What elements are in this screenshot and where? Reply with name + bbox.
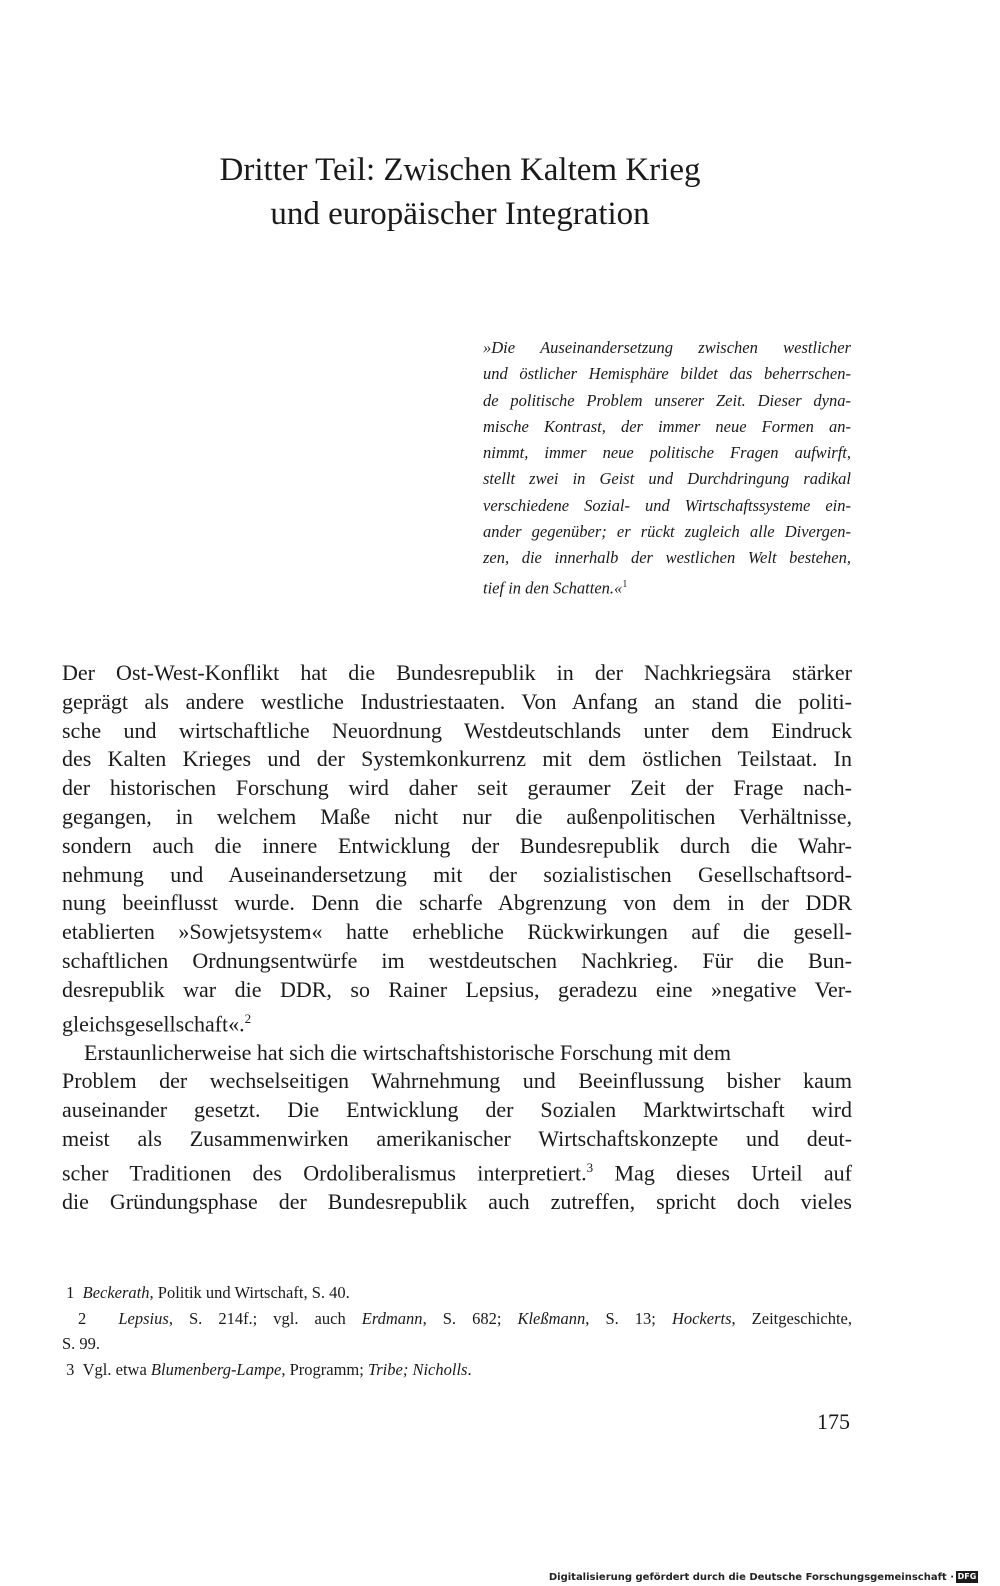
body-line: Der Ost-West-Konflikt hat die Bundesrepublik in der Nachkriegsära stärker <box>62 660 852 685</box>
body-line: gegangen, in welchem Maße nicht nur die außenpolitischen Verhältnisse, <box>62 803 852 829</box>
footnote-author: Beckerath <box>82 1283 150 1302</box>
motto-line: nimmt, immer neue politische Fragen aufwirft, <box>483 443 851 463</box>
body-line-text: Erstaunlicherweise hat sich die wirtschaftshistorische Forschung mit dem <box>84 1039 732 1065</box>
body-text <box>62 659 852 1217</box>
footnote-ref-3[interactable]: 3 <box>586 1159 594 1175</box>
footnote-text: , Programm; <box>281 1359 368 1379</box>
motto-line: verschiedene Sozial- und Wirtschaftssysteme ein- <box>483 495 851 515</box>
footnotes <box>62 1280 852 1382</box>
dfg-logo: DFG <box>957 1572 977 1581</box>
motto-line: mische Kontrast, der immer neue Formen an- <box>483 416 851 436</box>
motto-line: stellt zwei in Geist und Durchdringung radikal <box>483 469 851 489</box>
body-line: meist als Zusammenwirken amerikanischer Wirtschaftskonzepte und deut- <box>62 1126 852 1152</box>
footnote-ref-1[interactable]: 1 <box>622 578 628 590</box>
body-line-text: Mag dieses Urteil auf <box>593 1160 853 1186</box>
footnote-text: Vgl. etwa <box>82 1359 151 1379</box>
footnote-text: . <box>467 1359 472 1379</box>
footnote-author: Hockerts <box>671 1308 732 1328</box>
chapter-title-line-2: und europäischer Integration <box>270 196 650 232</box>
chapter-title-line-1: Dritter Teil: Zwischen Kaltem Krieg <box>219 152 701 188</box>
body-line: die Gründungsphase der Bundesrepublik auch zutreffen, spricht doch vieles <box>62 1189 852 1214</box>
body-line: etablierten »Sowjetsystem« hatte erhebliche Rückwirkungen auf die gesell- <box>62 919 852 945</box>
footnote-text: , S. 682; <box>422 1308 518 1328</box>
body-line: auseinander gesetzt. Die Entwicklung der Sozialen Marktwirtschaft wird <box>62 1097 852 1123</box>
motto-line: zen, die innerhalb der westlichen Welt bestehen, <box>483 548 851 568</box>
footnote-text: , Politik und Wirtschaft, S. 40. <box>149 1283 350 1302</box>
footnote-number: 2 <box>78 1308 87 1328</box>
body-line: schaftlichen Ordnungsentwürfe im westdeutschen Nachkrieg. Für die Bun- <box>62 947 852 973</box>
body-line: geprägt als andere westliche Industriestaaten. Von Anfang an stand die politi- <box>62 688 852 714</box>
footnote-author: Blumenberg-Lampe <box>150 1359 282 1379</box>
footnote-author: Kleßmann <box>517 1308 586 1328</box>
footnote-author: Tribe; Nicholls <box>367 1359 468 1379</box>
digitization-credit: Digitalisierung gefördert durch die Deutsche Forschungsgemeinschaft · <box>548 1572 954 1583</box>
footnote-text: , S. 13; <box>585 1308 672 1328</box>
body-line: sche und wirtschaftliche Neuordnung Westdeutschlands unter dem Eindruck <box>62 717 852 743</box>
body-line: nung beeinflusst wurde. Denn die scharfe Abgrenzung von dem in der DDR <box>62 890 852 916</box>
footnote-ref-2[interactable]: 2 <box>244 1010 252 1026</box>
body-line <box>62 1154 852 1188</box>
motto-line-last <box>483 572 851 602</box>
footnote-2-continued: S. 99. <box>62 1334 101 1353</box>
body-line-text: gleichsgesellschaft«. <box>62 1010 245 1036</box>
footnote-author: Lepsius <box>118 1308 169 1328</box>
footnote-2 <box>62 1306 852 1332</box>
motto-line: und östlicher Hemisphäre bildet das beherrschen- <box>483 364 851 384</box>
footnote-text: , S. 214f.; vgl. auch <box>168 1308 362 1328</box>
motto-line: »Die Auseinandersetzung zwischen westlicher <box>483 338 851 357</box>
motto-line-text: tief in den Schatten.« <box>483 578 623 598</box>
page-number: 175 <box>817 1409 850 1434</box>
body-line: der historischen Forschung wird daher seit geraumer Zeit der Frage nach- <box>62 775 852 801</box>
body-line: sondern auch die innere Entwicklung der Bundesrepublik durch die Wahr- <box>62 832 852 858</box>
body-line: Problem der wechselseitigen Wahrnehmung und Beeinflussung bisher kaum <box>62 1068 852 1094</box>
motto-quote <box>483 335 851 601</box>
body-line-text: scher Traditionen des Ordoliberalismus interpretiert. <box>62 1160 587 1186</box>
motto-line: de politische Problem unserer Zeit. Dieser dyna- <box>483 390 851 410</box>
footnote-number: 1 <box>66 1283 75 1302</box>
body-line: des Kalten Krieges und der Systemkonkurrenz mit dem östlichen Teilstaat. In <box>62 746 852 772</box>
footnote-1 <box>62 1280 852 1306</box>
footnote-text: , Zeitgeschichte, <box>731 1308 853 1328</box>
motto-line: ander gegenüber; er rückt zugleich alle Divergen- <box>483 522 851 542</box>
body-line: nehmung und Auseinandersetzung mit der sozialistischen Gesellschaftsord- <box>62 861 852 887</box>
body-line: desrepublik war die DDR, so Rainer Lepsius, geradezu eine »negative Ver- <box>62 976 852 1002</box>
footnote-number: 3 <box>66 1359 75 1379</box>
footnote-author: Erdmann <box>361 1308 423 1328</box>
body-line <box>62 1039 852 1068</box>
chapter-title <box>130 148 790 236</box>
footnote-3 <box>62 1357 852 1383</box>
body-line-last <box>62 1005 852 1039</box>
